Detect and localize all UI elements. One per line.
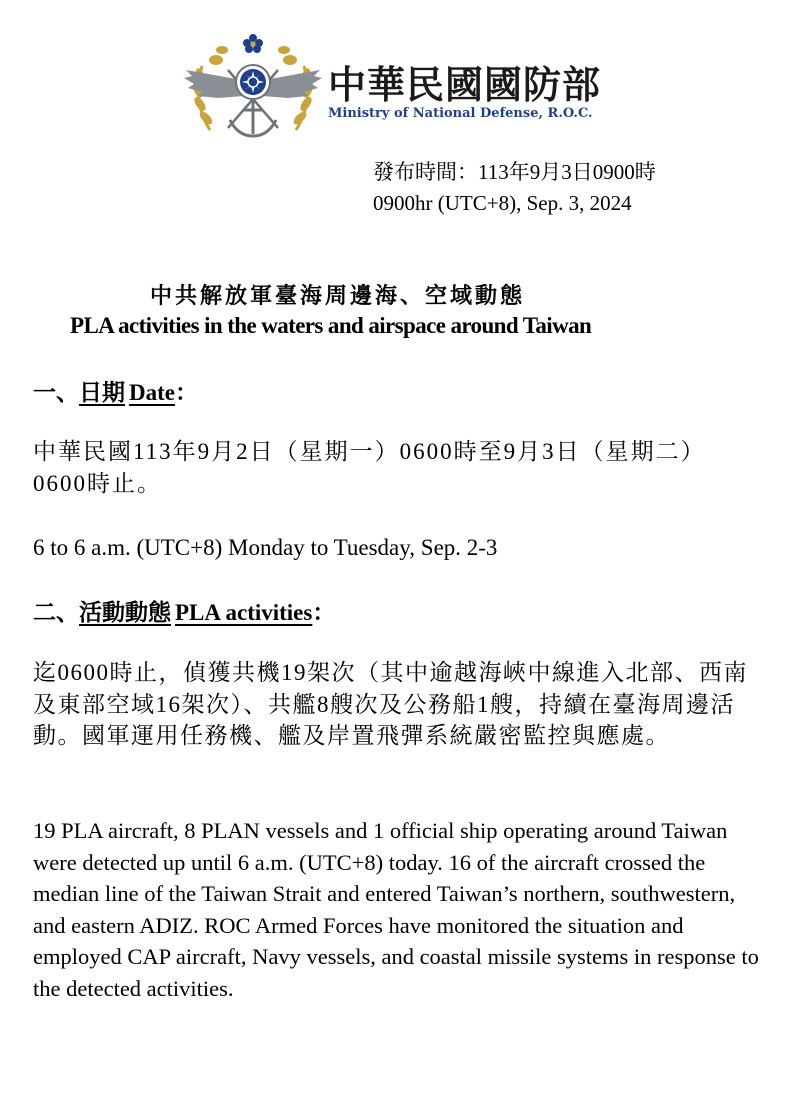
release-time-zh: 發布時間：113年9月3日0900時 xyxy=(373,160,656,184)
sun-emblem-icon xyxy=(236,65,270,99)
ministry-name-zh: 中華民國國防部 xyxy=(328,62,602,107)
date-heading-zh: 日期 xyxy=(79,380,125,405)
date-heading-en: Date xyxy=(129,380,175,405)
ministry-name-en: Ministry of National Defense, R.O.C. xyxy=(328,106,593,121)
activities-heading-en: PLA activities xyxy=(175,600,313,625)
plum-blossom-icon xyxy=(243,34,263,53)
date-heading-colon: ： xyxy=(174,380,198,405)
activities-heading-colon: ： xyxy=(312,600,336,625)
document-title-en: PLA activities in the waters and airspace around Taiwan xyxy=(70,313,592,338)
activities-text-zh: 迄0600時止，偵獲共機19架次（其中逾越海峽中線進入北部、西南及東部空域16架次）、共艦8艘次及公務船1艘，持續在臺海周邊活動。國軍運用任務機、艦及岸置飛彈系統嚴密監控與應處。 xyxy=(33,660,748,748)
date-text-en: 6 to 6 a.m. (UTC+8) Monday to Tuesday, Sep. 2-3 xyxy=(33,535,498,560)
release-time-en: 0900hr (UTC+8), Sep. 3, 2024 xyxy=(373,191,632,215)
date-section-heading xyxy=(33,374,198,407)
document-title-zh: 中共解放軍臺海周邊海、空域動態 xyxy=(150,283,526,308)
date-heading-number: 一、 xyxy=(33,380,79,405)
ministry-emblem-logo xyxy=(178,30,328,142)
activities-text-en: 19 PLA aircraft, 8 PLAN vessels and 1 official ship operating around Taiwan were detected up until 6 a.m. (UTC+8) today. 16 of the aircraft crossed the median line of the Taiwan Strait and entered Taiwan’s northern, southwestern, and eastern ADIZ. ROC Armed Forces have monitored the situation and employed CAP aircraft, Navy vessels, and coastal missile systems in response to the detected activities. xyxy=(33,818,759,1001)
activities-heading-zh: 活動動態 xyxy=(79,600,171,625)
date-text-zh: 中華民國113年9月2日（星期一）0600時至9月3日（星期二）0600時止。 xyxy=(33,439,706,496)
activities-section-heading xyxy=(33,594,335,627)
activities-heading-number: 二、 xyxy=(33,600,79,625)
